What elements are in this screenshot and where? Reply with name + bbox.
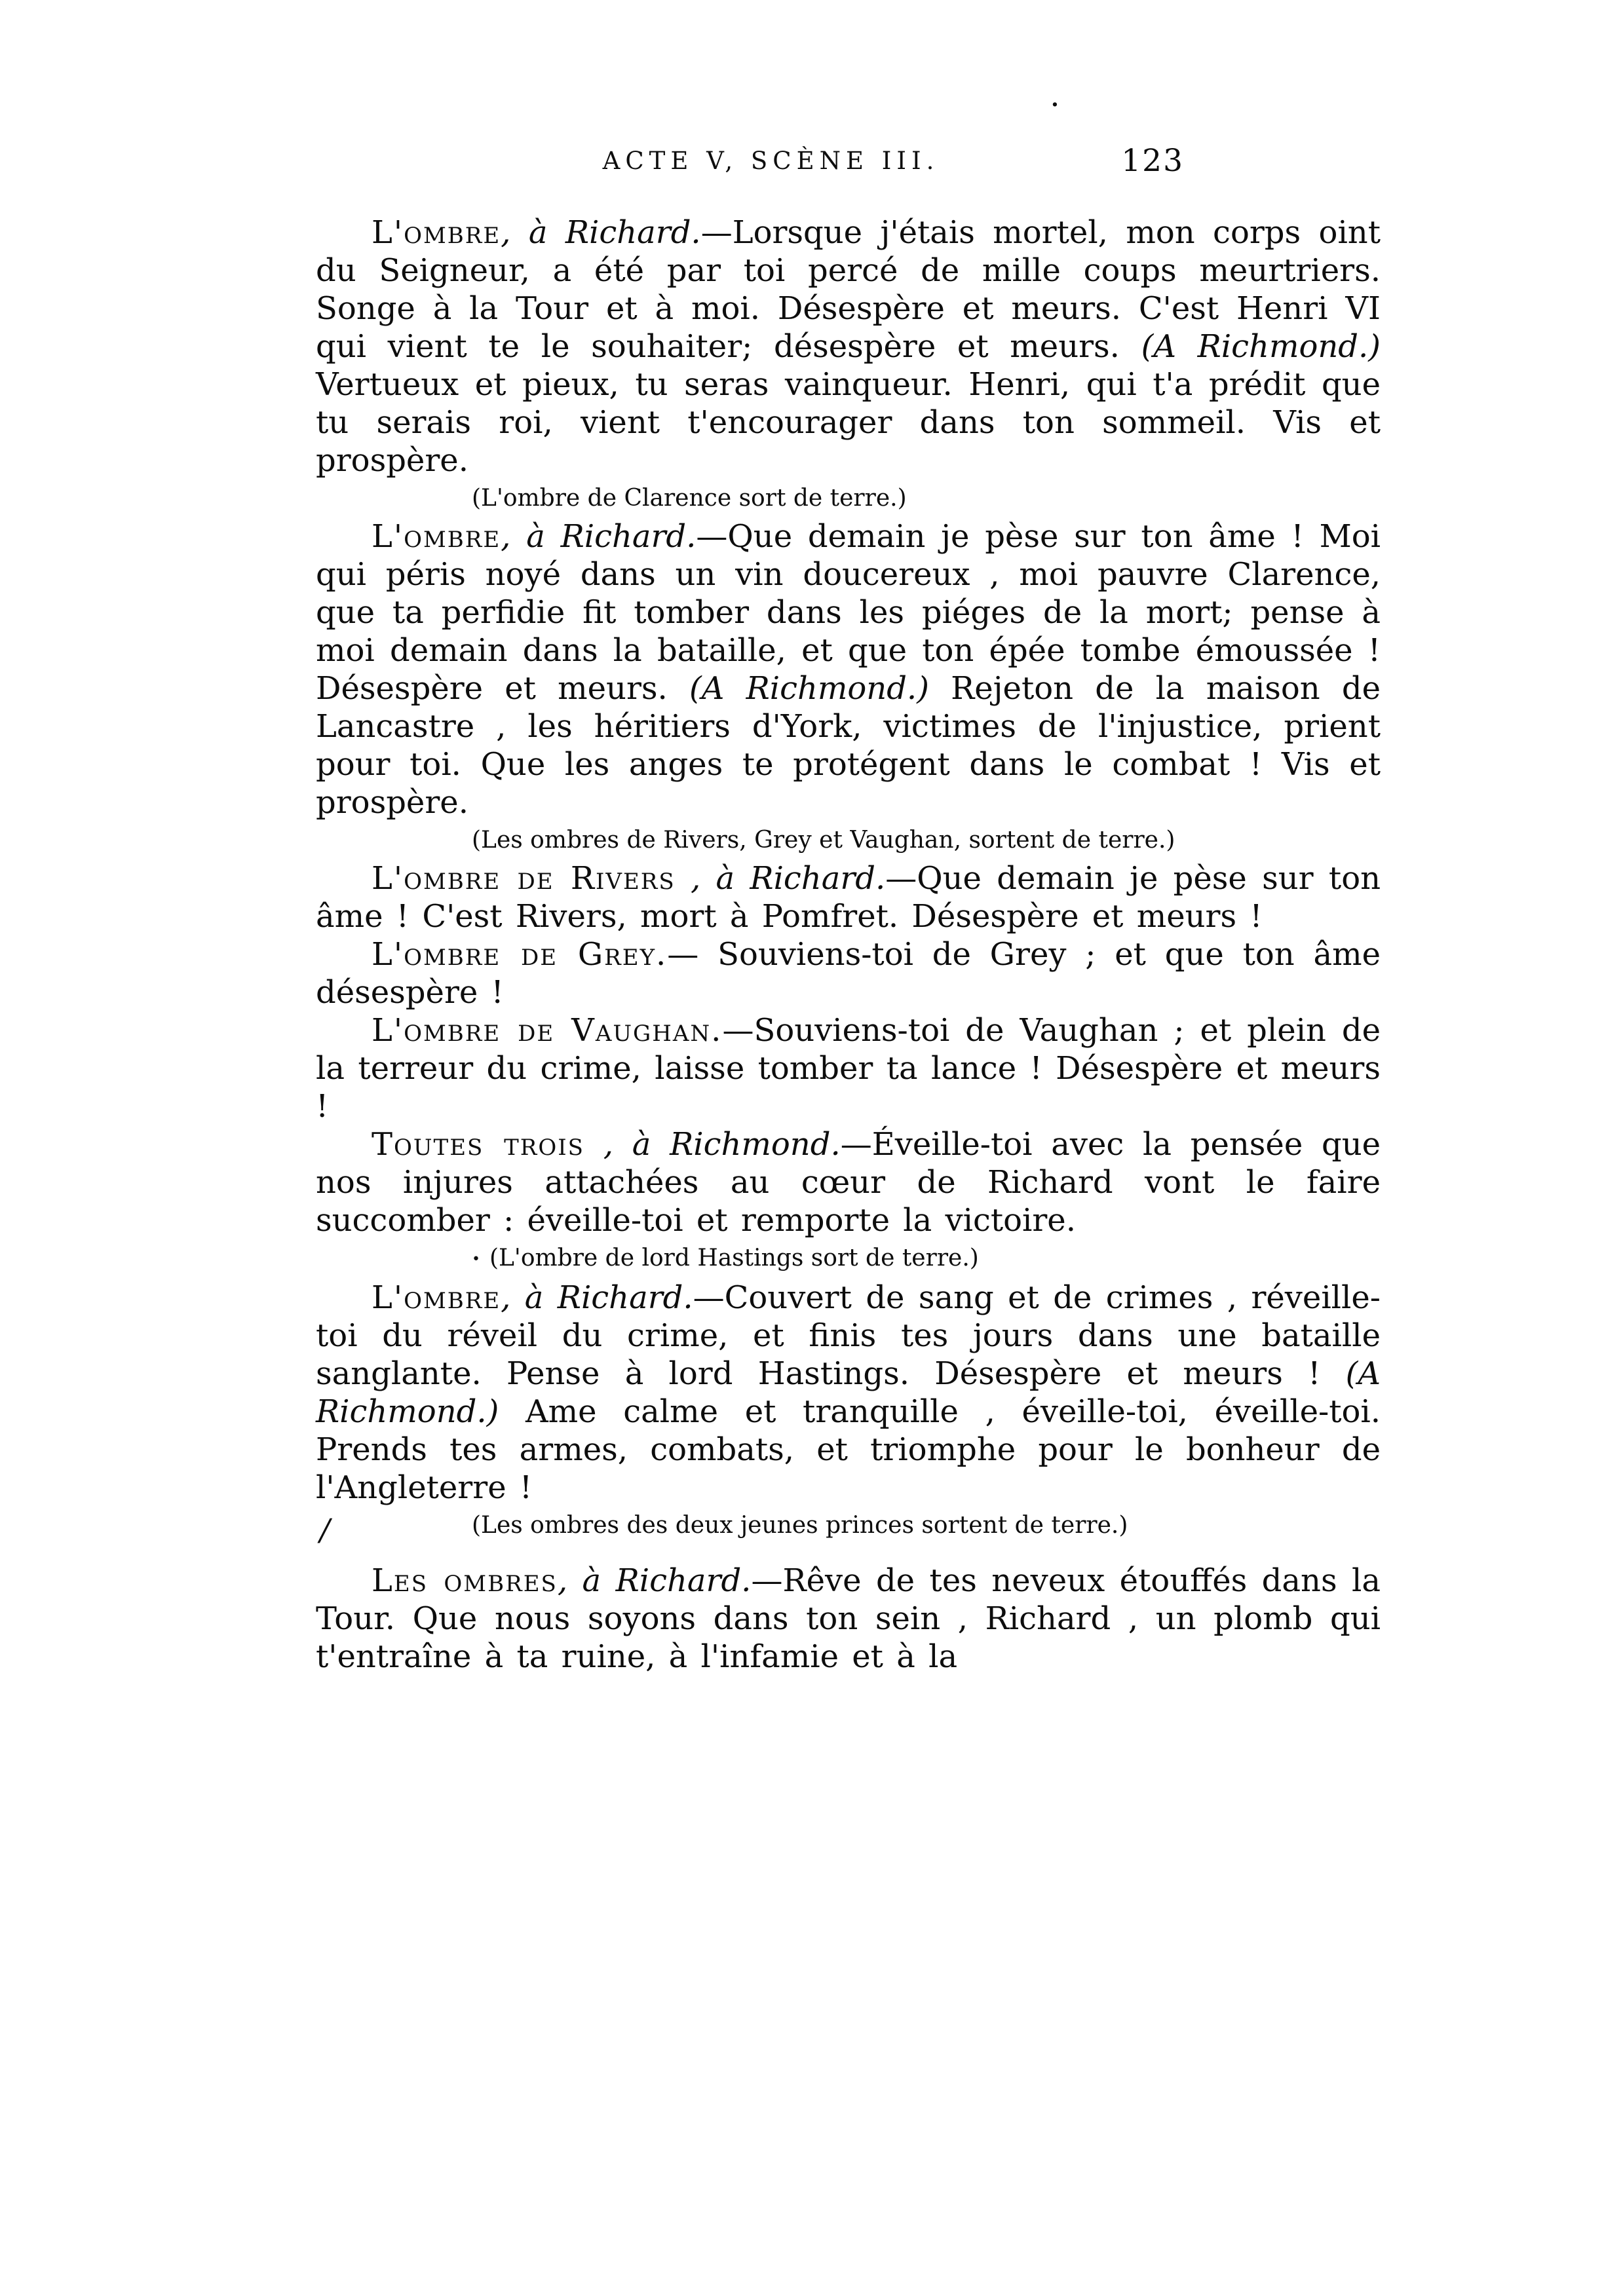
- speech-text: —Souviens-toi de Vaughan ; et plein de la terreur du crime, laisse tomber ta lance ! Désespère et meurs !: [316, 1012, 1381, 1125]
- stage-aside: , à Richard.: [501, 1279, 693, 1316]
- page-number: 123: [1121, 143, 1184, 179]
- speech-text: Rejeton de la maison de Lancastre , les héritiers d'York, victimes de l'injustice, prient pour toi. Que les anges te protégent dans le combat ! Vis et prospère.: [316, 670, 1381, 821]
- speech-paragraph: [316, 518, 1381, 821]
- stage-direction: [316, 1239, 1381, 1279]
- speech-paragraph: [316, 1125, 1381, 1239]
- stage-direction: [316, 480, 1381, 518]
- stage-direction-text: (L'ombre de Clarence sort de terre.): [472, 485, 907, 512]
- text-column: [316, 143, 1381, 1676]
- speaker-name: Les ombres: [372, 1562, 558, 1599]
- speech-text: —Éveille-toi avec la pensée que nos injures attachées au cœur de Richard vont le faire succomber : éveille-toi et remporte la victoire.: [316, 1126, 1381, 1239]
- stage-aside: (A Richmond.): [1141, 328, 1381, 365]
- speech-paragraph: [316, 1279, 1381, 1507]
- scan-artifact-dot: ·: [1051, 92, 1059, 118]
- stage-direction-text: (Les ombres des deux jeunes princes sortent de terre.): [472, 1512, 1128, 1539]
- bullet-mark: •: [472, 1251, 480, 1268]
- stage-aside: (A Richmond.): [316, 1355, 1381, 1430]
- stage-aside: , à Richard.: [501, 214, 701, 251]
- body-text: [316, 214, 1381, 1676]
- speech-paragraph: [316, 859, 1381, 935]
- speaker-name: L'ombre de Rivers: [372, 860, 676, 897]
- page-title: ACTE V, SCÈNE III.: [602, 147, 940, 175]
- stage-direction-text: (Les ombres de Rivers, Grey et Vaughan, sortent de terre.): [472, 827, 1175, 854]
- speech-paragraph: [316, 1562, 1381, 1676]
- speech-text: —Que demain je pèse sur ton âme ! C'est Rivers, mort à Pomfret. Désespère et meurs !: [316, 860, 1381, 935]
- speech-text: —Lorsque j'étais mortel, mon corps oint du Seigneur, a été par toi percé de mille coups meurtriers. Songe à la Tour et à moi. Désespère et meurs. C'est Henri VI qui vient te le souhaiter; désespère et meurs.: [316, 214, 1381, 365]
- speaker-name: L'ombre: [372, 1279, 501, 1316]
- stage-direction: [316, 821, 1381, 859]
- speech-paragraph: [316, 1011, 1381, 1125]
- speaker-name: L'ombre de Grey.: [372, 936, 668, 973]
- stage-aside: , à Richard.: [557, 1562, 752, 1599]
- speech-text: —Couvert de sang et de crimes , réveille-toi du réveil du crime, et finis tes jours dans une bataille sanglante. Pense à lord Hastings. Désespère et meurs !: [316, 1279, 1381, 1392]
- stage-aside: , à Richard.: [501, 518, 697, 555]
- speaker-name: Toutes trois: [372, 1126, 584, 1163]
- speech-text: — Souviens-toi de Grey ; et que ton âme désespère !: [316, 936, 1381, 1011]
- stage-direction: [316, 1507, 1381, 1545]
- speech-paragraph: [316, 935, 1381, 1011]
- stage-aside: (A Richmond.): [689, 670, 929, 707]
- stage-aside: , à Richard.: [675, 860, 886, 897]
- scan-artifact-slash: /: [320, 1512, 330, 1547]
- running-head: [316, 143, 1381, 183]
- speaker-name: L'ombre de Vaughan.: [372, 1012, 723, 1049]
- speech-text: Ame calme et tranquille , éveille-toi, éveille-toi. Prends tes armes, combats, et triomphe pour le bonheur de l'Angleterre !: [316, 1393, 1381, 1506]
- speech-text: —Rêve de tes neveux étouffés dans la Tour. Que nous soyons dans ton sein , Richard , un plomb qui t'entraîne à ta ruine, à l'infamie et à la: [316, 1562, 1381, 1675]
- speech-text: —Que demain je pèse sur ton âme ! Moi qui péris noyé dans un vin doucereux , moi pauvre Clarence, que ta perfidie fit tomber dans les piéges de la mort; pense à moi demain dans la bataille, et que ton épée tombe émoussée ! Désespère et meurs.: [316, 518, 1381, 707]
- speaker-name: L'ombre: [372, 518, 501, 555]
- speaker-name: L'ombre: [372, 214, 501, 251]
- stage-aside: , à Richmond.: [584, 1126, 841, 1163]
- speech-text: Vertueux et pieux, tu seras vainqueur. Henri, qui t'a prédit que tu serais roi, vient t'encourager dans ton sommeil. Vis et prospère.: [316, 366, 1381, 479]
- speech-paragraph: [316, 214, 1381, 480]
- stage-direction-text: (L'ombre de lord Hastings sort de terre.): [489, 1245, 979, 1271]
